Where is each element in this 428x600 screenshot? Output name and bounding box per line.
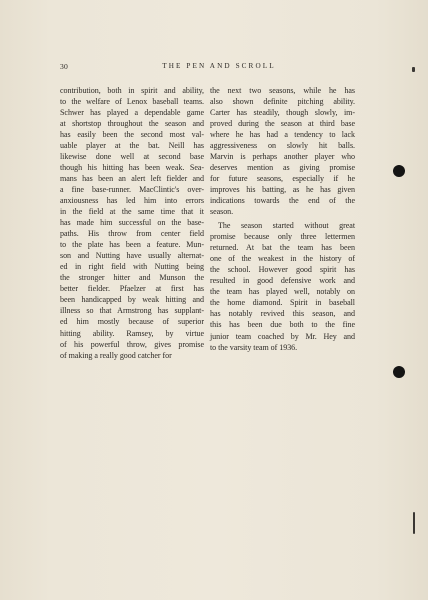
text-line: junior team coached by Mr. Hey and	[210, 331, 355, 341]
text-line: where he has had a tendency to lack	[210, 129, 355, 139]
text-line: also shown definite pitching ability.	[210, 96, 355, 106]
text-line: Schwer has played a dependable game	[60, 107, 204, 117]
text-line: the next two seasons, while he has	[210, 85, 355, 95]
right-column-paragraph-2	[210, 220, 355, 353]
text-line: this has been due both to the fine	[210, 320, 355, 330]
journal-title: THE PEN AND SCROLL	[162, 62, 276, 70]
text-line: resulted in good defensive work and	[210, 276, 355, 286]
text-line: ed in right field with Nutting being	[60, 262, 204, 272]
text-line: at shortstop throughout the season and	[60, 118, 204, 128]
text-line: The season started without great	[218, 221, 355, 231]
text-line: better fielder. Pfaelzer at first has	[60, 284, 204, 294]
text-line: uable player at the bat. Neill has	[60, 140, 204, 150]
text-line: deserves mention as giving promise	[210, 162, 355, 172]
text-line: to the varsity team of 1936.	[210, 342, 298, 352]
text-line: in the field at the same time that it	[60, 207, 204, 217]
text-line: indications towards the end of the	[210, 195, 355, 205]
text-line: has notably revived this season, and	[210, 309, 355, 319]
text-line: aggressiveness on slowly hit balls.	[210, 140, 355, 150]
text-line: ed him mostly because of superior	[60, 317, 204, 327]
right-column	[210, 85, 355, 353]
text-line: been handicapped by weak hitting and	[60, 295, 204, 305]
text-line: for future seasons, especially if he	[210, 173, 355, 183]
text-line: the stronger hitter and Munson the	[60, 273, 204, 283]
text-line: season.	[210, 207, 234, 217]
text-line: to the plate has been a feature. Mun-	[60, 240, 204, 250]
text-line: mans has been an alert left fielder and	[60, 173, 204, 183]
text-line: returned. At bat the team has been	[210, 243, 355, 253]
text-line: the home diamond. Spirit in baseball	[210, 298, 355, 308]
text-line: illness so that Armstrong has supplant-	[60, 306, 204, 316]
text-line: one of the weakest in the history of	[210, 254, 355, 264]
running-head	[60, 62, 368, 74]
punch-hole-icon	[393, 366, 405, 378]
text-line: has easily been the second most val-	[60, 129, 204, 139]
text-line: the team has played well, notably on	[210, 287, 355, 297]
text-line: though his hitting has been weak. Sea-	[60, 162, 204, 172]
text-line: improves his batting, as he has given	[210, 184, 355, 194]
punch-hole-icon	[393, 165, 405, 177]
text-line: Marvin is perhaps another player who	[210, 151, 355, 161]
text-line: likewise done well at second base	[60, 151, 204, 161]
text-line: of making a really good catcher for	[60, 350, 172, 360]
text-line: paths. His throw from center field	[60, 229, 204, 239]
text-line: promise because only three lettermen	[210, 232, 355, 242]
text-line: a fine base-runner. MacClintic's over-	[60, 184, 204, 194]
edge-mark	[412, 67, 415, 72]
edge-mark	[413, 512, 415, 534]
text-line: proved during the season at third base	[210, 118, 355, 128]
text-line: of his powerful throw, gives promise	[60, 339, 204, 349]
page-number: 30	[60, 62, 68, 71]
text-line: the school. However good spirit has	[210, 265, 355, 275]
text-line: to the welfare of Lenox baseball teams.	[60, 96, 204, 106]
text-line: has made him successful on the base-	[60, 218, 204, 228]
text-line: hitting ability. Ramsey, by virtue	[60, 328, 204, 338]
right-column-paragraph-1	[210, 85, 355, 218]
text-line: anxiousness has led him into errors	[60, 195, 204, 205]
text-line: son and Nutting have usually alternat-	[60, 251, 204, 261]
text-line: Carter has steadily, though slowly, im-	[210, 107, 355, 117]
text-line: contribution, both in spirit and ability,	[60, 85, 204, 95]
left-column	[60, 85, 204, 361]
